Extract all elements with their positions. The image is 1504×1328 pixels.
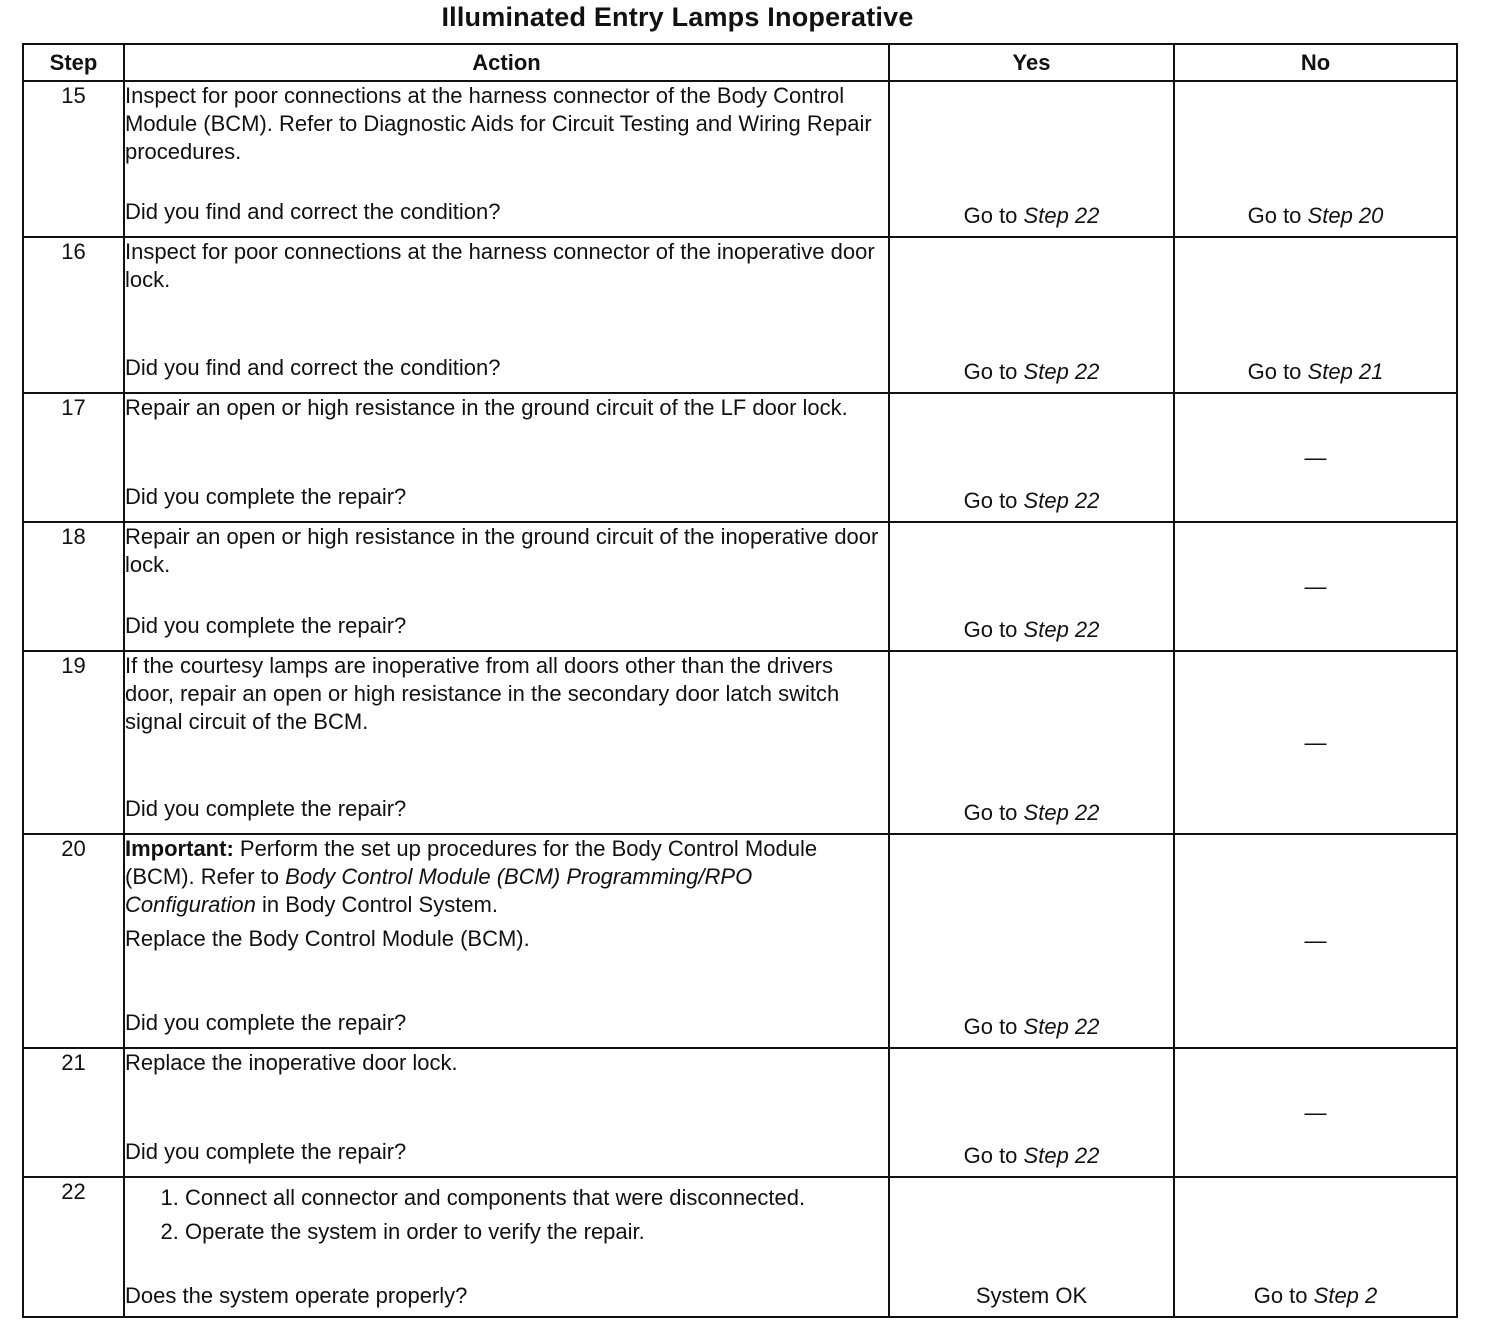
action-cell [124,834,889,1048]
yes-cell [889,393,1174,522]
yes-cell [889,81,1174,237]
step-number: 16 [23,237,124,393]
table-row [23,522,1457,651]
action-cell [124,522,889,651]
important-tail: in Body Control System. [262,892,498,917]
table-row [23,237,1457,393]
header-row [23,44,1457,81]
table-row [23,1177,1457,1317]
step-number: 19 [23,651,124,834]
action-cell [124,1048,889,1177]
no-step-link: Step 21 [1307,359,1384,384]
yes-prefix: Go to [963,359,1018,384]
no-step-link: Step 20 [1307,203,1384,228]
yes-prefix: Go to [963,617,1018,642]
action-cell [124,81,889,237]
action-cell [124,651,889,834]
step-number: 21 [23,1048,124,1177]
action-question: Did you find and correct the condition? [125,199,501,224]
yes-cell [889,522,1174,651]
action-question: Did you complete the repair? [125,484,407,509]
action-text: Replace the inoperative door lock. [125,1050,458,1075]
yes-step-link: Step 22 [1023,800,1100,825]
action-question: Does the system operate properly? [125,1283,468,1308]
header-yes: Yes [889,44,1174,81]
no-cell [1174,393,1457,522]
no-prefix: Go to [1247,203,1302,228]
action-text: Inspect for poor connections at the harness connector of the Body Control Module (BCM). Refer to Diagnostic Aids for Circuit Testing and Wiring Repair procedures. [125,83,872,164]
action-text: Inspect for poor connections at the harness connector of the inoperative door lock. [125,239,875,292]
no-cell [1174,834,1457,1048]
step-number: 17 [23,393,124,522]
no-dash: — [1304,573,1327,599]
yes-step-link: Step 22 [1023,203,1100,228]
step-number: 15 [23,81,124,237]
important-reference: Body Control Module (BCM) Programming/RPO Configuration [125,864,753,917]
header-no: No [1174,44,1457,81]
action-question: Did you complete the repair? [125,1139,407,1164]
no-step-link: Step 2 [1313,1283,1378,1308]
step-number: 22 [23,1177,124,1317]
yes-cell [889,834,1174,1048]
action-question: Did you complete the repair? [125,613,407,638]
no-dash: — [1304,928,1327,953]
important-note [125,835,888,919]
yes-result-text: System OK [975,1283,1088,1308]
table-row [23,81,1457,237]
list-item: 2. Operate the system in order to verify the repair. [185,1218,888,1246]
yes-step-link: Step 22 [1023,617,1100,642]
no-cell [1174,522,1457,651]
action-cell [124,393,889,522]
table-row [23,393,1457,522]
no-dash: — [1304,729,1327,755]
procedure-list [125,1184,888,1246]
no-dash: — [1304,444,1327,470]
important-text: Perform the set up procedures for the Body Control Module (BCM). Refer to [125,836,818,889]
no-prefix: Go to [1253,1283,1308,1308]
no-cell [1174,1048,1457,1177]
yes-step-link: Step 22 [1023,488,1100,513]
list-item: 1. Connect all connector and components that were disconnected. [185,1184,888,1212]
yes-prefix: Go to [963,488,1018,513]
no-cell [1174,1177,1457,1317]
header-action: Action [124,44,889,81]
no-prefix: Go to [1247,359,1302,384]
yes-step-link: Step 22 [1023,1014,1100,1039]
action-question: Did you complete the repair? [125,1010,407,1035]
table-row [23,1048,1457,1177]
yes-cell [889,651,1174,834]
yes-prefix: Go to [963,203,1018,228]
yes-prefix: Go to [963,1014,1018,1039]
page-title: Illuminated Entry Lamps Inoperative [441,2,914,32]
no-dash: — [1304,1099,1327,1125]
yes-cell [889,1177,1174,1317]
yes-step-link: Step 22 [1023,359,1100,384]
yes-cell [889,1048,1174,1177]
step-number: 20 [23,834,124,1048]
action-cell [124,237,889,393]
action-text: Repair an open or high resistance in the ground circuit of the inoperative door lock. [125,524,879,577]
yes-step-link: Step 22 [1023,1143,1100,1168]
action-question: Did you find and correct the condition? [125,355,501,380]
table-row [23,651,1457,834]
yes-cell [889,237,1174,393]
table-row [23,834,1457,1048]
step-number: 18 [23,522,124,651]
diagnostic-table [22,43,1458,1318]
no-cell [1174,237,1457,393]
yes-prefix: Go to [963,800,1018,825]
yes-prefix: Go to [963,1143,1018,1168]
action-question: Did you complete the repair? [125,796,407,821]
header-step: Step [23,44,124,81]
action-text: Repair an open or high resistance in the ground circuit of the LF door lock. [125,395,848,420]
important-label: Important: [125,836,234,861]
action-text: If the courtesy lamps are inoperative from all doors other than the drivers door, repair an open or high resistance in the secondary door latch switch signal circuit of the BCM. [125,653,840,734]
action-text: Replace the Body Control Module (BCM). [125,926,530,951]
action-cell [124,1177,889,1317]
no-cell [1174,651,1457,834]
no-cell [1174,81,1457,237]
